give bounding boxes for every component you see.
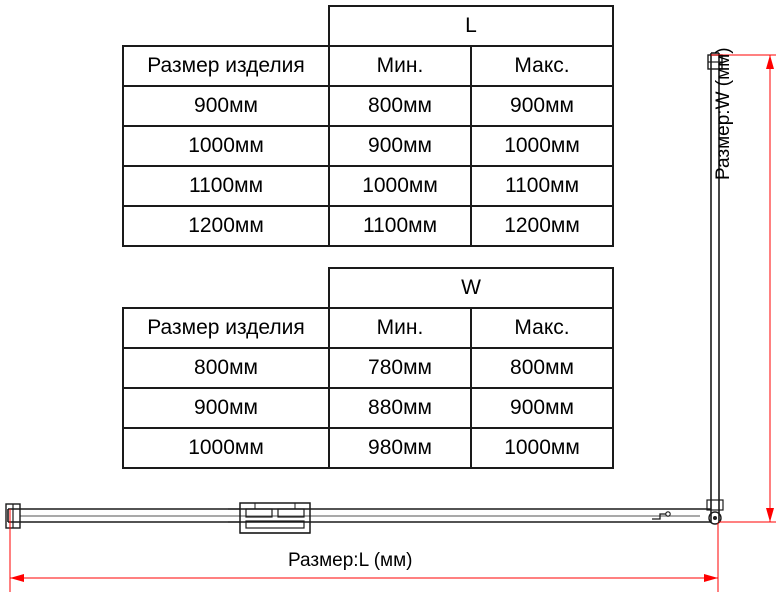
table-l-header-min: Мин.	[329, 46, 471, 86]
table-w-cell: 900мм	[471, 388, 613, 428]
table-l-cell: 1100мм	[329, 206, 471, 246]
table-w-header-min: Мин.	[329, 308, 471, 348]
dimension-label-width: Размер:W (мм)	[713, 47, 734, 180]
table-l-cell: 1000мм	[123, 126, 329, 166]
table-row	[123, 126, 613, 166]
table-row-header-title	[123, 6, 613, 46]
table-row	[123, 86, 613, 126]
table-row-header	[123, 308, 613, 348]
table-l-cell: 1200мм	[471, 206, 613, 246]
table-l-cell: 800мм	[329, 86, 471, 126]
table-l-cell: 1000мм	[471, 126, 613, 166]
table-row-header	[123, 46, 613, 86]
table-l-header-product-size: Размер изделия	[123, 46, 329, 86]
table-w-cell: 900мм	[123, 388, 329, 428]
door-handle-detail	[652, 512, 670, 519]
table-row	[123, 428, 613, 468]
table-l-cell: 900мм	[471, 86, 613, 126]
table-w-cell: 800мм	[123, 348, 329, 388]
table-w-cell: 1000мм	[471, 428, 613, 468]
table-row	[123, 206, 613, 246]
table-l-cell: 1100мм	[123, 166, 329, 206]
table-l-empty-corner	[123, 6, 329, 46]
table-l-cell: 1200мм	[123, 206, 329, 246]
table-w-cell: 1000мм	[123, 428, 329, 468]
table-l-cell: 900мм	[123, 86, 329, 126]
table-l-cell: 900мм	[329, 126, 471, 166]
table-size-l	[122, 5, 614, 247]
table-w-title: W	[329, 268, 613, 308]
dimension-label-length: Размер:L (мм)	[288, 550, 413, 571]
table-w-cell: 980мм	[329, 428, 471, 468]
table-row-header-title	[123, 268, 613, 308]
table-l-cell: 1100мм	[471, 166, 613, 206]
table-w-cell: 880мм	[329, 388, 471, 428]
table-w-cell: 780мм	[329, 348, 471, 388]
table-l-title: L	[329, 6, 613, 46]
table-w-header-product-size: Размер изделия	[123, 308, 329, 348]
table-l-cell: 1000мм	[329, 166, 471, 206]
table-l-header-max: Макс.	[471, 46, 613, 86]
table-w-cell: 800мм	[471, 348, 613, 388]
front-panel-horizontal	[6, 504, 711, 528]
table-row	[123, 388, 613, 428]
table-row	[123, 348, 613, 388]
table-w-empty-corner	[123, 268, 329, 308]
table-size-w	[122, 267, 614, 469]
roller-carriage-assembly	[228, 503, 310, 533]
table-w-header-max: Макс.	[471, 308, 613, 348]
table-row	[123, 166, 613, 206]
